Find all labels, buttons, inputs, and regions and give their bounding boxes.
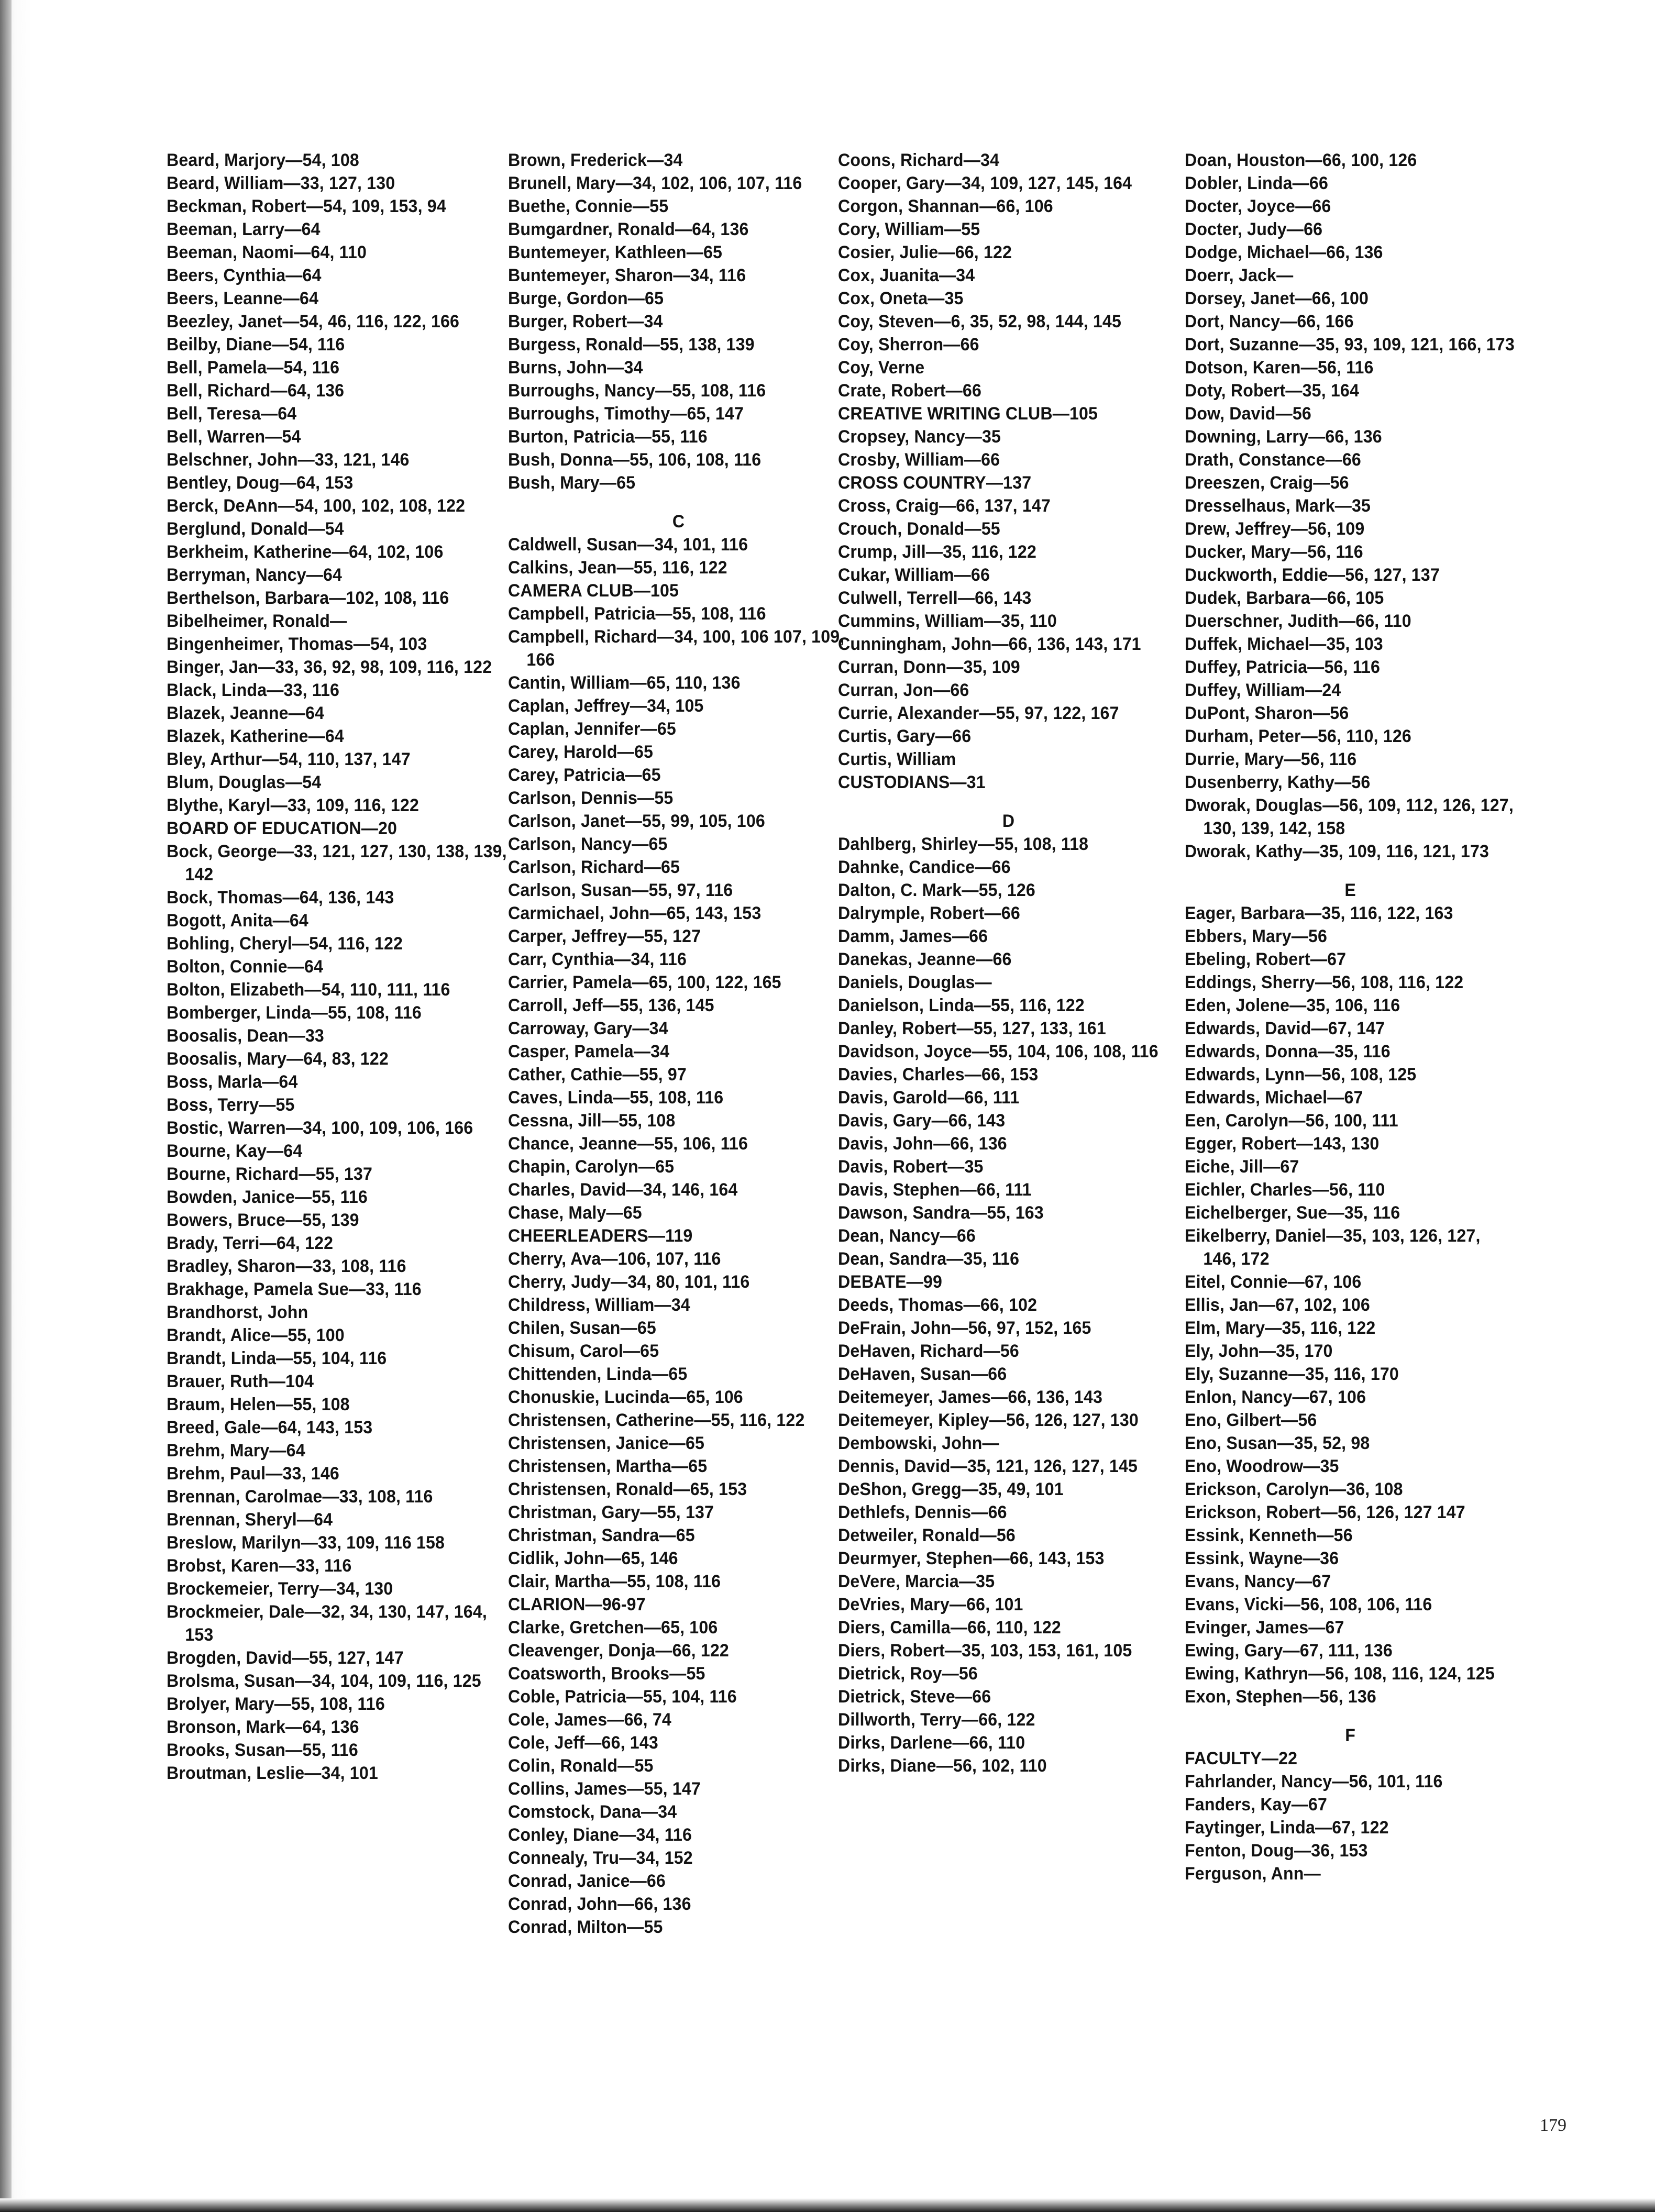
- index-entry: Currie, Alexander—55, 97, 122, 167: [838, 703, 1119, 723]
- index-entry: Detweiler, Ronald—56: [838, 1525, 1016, 1545]
- index-entry: Caplan, Jennifer—65: [508, 719, 676, 739]
- index-entry: Ebbers, Mary—56: [1185, 926, 1328, 946]
- index-entry: Burns, John—34: [508, 358, 643, 378]
- index-entry: Curran, Jon—66: [838, 680, 969, 700]
- index-entry: Eichler, Charles—56, 110: [1185, 1180, 1385, 1200]
- index-entry: Bock, Thomas—64, 136, 143: [167, 888, 394, 908]
- index-entry: Cosier, Julie—66, 122: [838, 242, 1012, 262]
- index-entry: Bell, Warren—54: [167, 427, 301, 447]
- index-entry: Berck, DeAnn—54, 100, 102, 108, 122: [167, 496, 466, 516]
- index-entry: Dillworth, Terry—66, 122: [838, 1710, 1035, 1730]
- index-entry: Bowers, Bruce—55, 139: [167, 1210, 359, 1230]
- index-entry: Bronson, Mark—64, 136: [167, 1717, 359, 1737]
- index-column-1: [167, 149, 507, 1785]
- index-entry: Conrad, John—66, 136: [508, 1894, 691, 1914]
- index-entry: CROSS COUNTRY—137: [838, 473, 1032, 493]
- index-entry: Dirks, Diane—56, 102, 110: [838, 1756, 1047, 1776]
- index-entry: Cox, Oneta—35: [838, 289, 964, 308]
- index-entry: Een, Carolyn—56, 100, 111: [1185, 1111, 1398, 1131]
- index-entry: Berkheim, Katherine—64, 102, 106: [167, 542, 444, 562]
- index-entry: Beeman, Larry—64: [167, 219, 321, 239]
- index-entry: Bush, Donna—55, 106, 108, 116: [508, 450, 762, 470]
- index-entry: Dean, Sandra—35, 116: [838, 1249, 1020, 1269]
- index-entry: Eden, Jolene—35, 106, 116: [1185, 996, 1400, 1015]
- index-entry: Burgess, Ronald—55, 138, 139: [508, 335, 755, 355]
- index-entry: Christensen, Martha—65: [508, 1456, 708, 1476]
- index-entry: Brauer, Ruth—104: [167, 1372, 314, 1391]
- index-entry: Christman, Sandra—65: [508, 1525, 695, 1545]
- index-entry: Evans, Vicki—56, 108, 106, 116: [1185, 1595, 1432, 1614]
- index-entry: Downing, Larry—66, 136: [1185, 427, 1382, 447]
- index-entry: Ellis, Jan—67, 102, 106: [1185, 1295, 1370, 1315]
- index-entry: DeHaven, Susan—66: [838, 1364, 1007, 1384]
- index-entry: Crouch, Donald—55: [838, 519, 1000, 539]
- index-entry: Doty, Robert—35, 164: [1185, 381, 1359, 401]
- index-entry: Cantin, William—65, 110, 136: [508, 673, 741, 693]
- index-entry: Dietrick, Roy—56: [838, 1664, 978, 1684]
- index-entry: Erickson, Robert—56, 126, 127 147: [1185, 1502, 1465, 1522]
- index-entry: Brennan, Carolmae—33, 108, 116: [167, 1487, 433, 1507]
- index-entry: Eddings, Sherry—56, 108, 116, 122: [1185, 972, 1464, 992]
- index-entry: Exon, Stephen—56, 136: [1185, 1687, 1376, 1707]
- index-entry: Eichelberger, Sue—35, 116: [1185, 1203, 1400, 1223]
- index-entry: Davis, Gary—66, 143: [838, 1111, 1006, 1131]
- index-entry: Duffey, William—24: [1185, 680, 1341, 700]
- index-entry: Binger, Jan—33, 36, 92, 98, 109, 116, 122: [167, 657, 492, 677]
- index-entry: Brolsma, Susan—34, 104, 109, 116, 125: [167, 1671, 481, 1691]
- index-entry: Fahrlander, Nancy—56, 101, 116: [1185, 1772, 1443, 1791]
- index-entry: Beilby, Diane—54, 116: [167, 335, 345, 355]
- index-column-2: [508, 149, 849, 1939]
- index-entry: Cummins, William—35, 110: [838, 611, 1057, 631]
- index-entry: Beeman, Naomi—64, 110: [167, 242, 367, 262]
- index-entry: Conley, Diane—34, 116: [508, 1825, 692, 1845]
- index-entry: Bentley, Doug—64, 153: [167, 473, 354, 493]
- index-entry: Braum, Helen—55, 108: [167, 1395, 350, 1414]
- index-section-letter: E: [1344, 880, 1356, 900]
- index-entry: Dudek, Barbara—66, 105: [1185, 588, 1384, 608]
- index-entry: Docter, Judy—66: [1185, 219, 1323, 239]
- index-entry: Chase, Maly—65: [508, 1203, 642, 1223]
- index-entry: Essink, Wayne—36: [1185, 1549, 1339, 1568]
- index-entry: Bradley, Sharon—33, 108, 116: [167, 1256, 406, 1276]
- index-entry: Burger, Robert—34: [508, 312, 663, 331]
- index-entry: Enlon, Nancy—67, 106: [1185, 1387, 1366, 1407]
- index-entry: Bohling, Cheryl—54, 116, 122: [167, 934, 403, 954]
- index-entry: Bolton, Elizabeth—54, 110, 111, 116: [167, 980, 450, 1000]
- index-entry: Breslow, Marilyn—33, 109, 116 158: [167, 1533, 445, 1553]
- index-entry: Ewing, Gary—67, 111, 136: [1185, 1641, 1393, 1661]
- index-entry: Erickson, Carolyn—36, 108: [1185, 1479, 1403, 1499]
- index-entry: Bowden, Janice—55, 116: [167, 1187, 368, 1207]
- index-column-3: [838, 149, 1179, 1777]
- index-entry: Eno, Susan—35, 52, 98: [1185, 1433, 1370, 1453]
- index-entry: Davis, Stephen—66, 111: [838, 1180, 1032, 1200]
- index-entry: Cessna, Jill—55, 108: [508, 1111, 676, 1131]
- index-entry: Buethe, Connie—55: [508, 196, 669, 216]
- index-entry: Brolyer, Mary—55, 108, 116: [167, 1694, 385, 1714]
- index-entry: Coy, Sherron—66: [838, 335, 979, 355]
- index-entry: Eno, Gilbert—56: [1185, 1410, 1317, 1430]
- index-entry: Bolton, Connie—64: [167, 957, 324, 977]
- index-entry: DEBATE—99: [838, 1272, 942, 1292]
- index-entry: Carlson, Dennis—55: [508, 788, 674, 808]
- index-entry: Bumgardner, Ronald—64, 136: [508, 219, 749, 239]
- index-entry: Cole, James—66, 74: [508, 1710, 671, 1730]
- index-entry: Berthelson, Barbara—102, 108, 116: [167, 588, 449, 608]
- index-entry: Bush, Mary—65: [508, 473, 636, 493]
- index-entry: Chapin, Carolyn—65: [508, 1157, 675, 1177]
- index-entry: Beers, Cynthia—64: [167, 266, 322, 285]
- index-entry: Corgon, Shannan—66, 106: [838, 196, 1053, 216]
- index-entry: Carroway, Gary—34: [508, 1019, 668, 1038]
- index-entry: Brockemeier, Terry—34, 130: [167, 1579, 393, 1599]
- index-entry: Cleavenger, Donja—66, 122: [508, 1641, 729, 1661]
- index-entry: Cherry, Judy—34, 80, 101, 116: [508, 1272, 750, 1292]
- index-entry: Blythe, Karyl—33, 109, 116, 122: [167, 795, 420, 815]
- index-entry: Conrad, Milton—55: [508, 1917, 663, 1937]
- index-entry: Carey, Patricia—65: [508, 765, 661, 785]
- index-entry: Ebeling, Robert—67: [1185, 949, 1347, 969]
- index-entry: Coble, Patricia—55, 104, 116: [508, 1687, 737, 1707]
- index-entry: Ely, Suzanne—35, 116, 170: [1185, 1364, 1399, 1384]
- index-entry: Buntemeyer, Kathleen—65: [508, 242, 723, 262]
- index-entry: Curran, Donn—35, 109: [838, 657, 1020, 677]
- index-entry: Eitel, Connie—67, 106: [1185, 1272, 1362, 1292]
- index-entry: Bomberger, Linda—55, 108, 116: [167, 1003, 422, 1023]
- index-entry: Damm, James—66: [838, 926, 988, 946]
- index-entry: Dotson, Karen—56, 116: [1185, 358, 1374, 378]
- index-entry: DeFrain, John—56, 97, 152, 165: [838, 1318, 1091, 1338]
- index-entry: Bley, Arthur—54, 110, 137, 147: [167, 749, 411, 769]
- index-entry: Doan, Houston—66, 100, 126: [1185, 150, 1417, 170]
- index-entry: Durrie, Mary—56, 116: [1185, 749, 1357, 769]
- index-entry: Dethlefs, Dennis—66: [838, 1502, 1007, 1522]
- index-entry: Dalton, C. Mark—55, 126: [838, 880, 1035, 900]
- index-entry: DeVere, Marcia—35: [838, 1572, 995, 1591]
- index-entry: Cather, Cathie—55, 97: [508, 1065, 687, 1085]
- index-entry: Deitemeyer, Kipley—56, 126, 127, 130: [838, 1410, 1139, 1430]
- index-entry: Campbell, Patricia—55, 108, 116: [508, 604, 766, 624]
- index-entry: Carlson, Nancy—65: [508, 834, 668, 854]
- index-entry: Caves, Linda—55, 108, 116: [508, 1088, 724, 1108]
- index-entry: Brandt, Linda—55, 104, 116: [167, 1348, 387, 1368]
- index-entry: Calkins, Jean—55, 116, 122: [508, 558, 727, 578]
- index-entry: Danielson, Linda—55, 116, 122: [838, 996, 1085, 1015]
- index-entry: Ely, John—35, 170: [1185, 1341, 1333, 1361]
- index-entry: Dobler, Linda—66: [1185, 173, 1328, 193]
- index-entry: Doerr, Jack—: [1185, 266, 1294, 285]
- index-entry: Faytinger, Linda—67, 122: [1185, 1818, 1389, 1838]
- index-entry: Brooks, Susan—55, 116: [167, 1740, 358, 1760]
- index-entry: Beard, Marjory—54, 108: [167, 150, 359, 170]
- index-entry: Coons, Richard—34: [838, 150, 1000, 170]
- index-entry: Cole, Jeff—66, 143: [508, 1733, 658, 1753]
- index-entry: Campbell, Richard—34, 100, 106 107, 109, 166: [508, 627, 845, 670]
- index-entry: Eno, Woodrow—35: [1185, 1456, 1339, 1476]
- index-entry: Cunningham, John—66, 136, 143, 171: [838, 634, 1141, 654]
- index-entry: Burge, Gordon—65: [508, 289, 664, 308]
- index-entry: Dworak, Douglas—56, 109, 112, 126, 127, 130, 139, 142, 158: [1185, 795, 1514, 838]
- index-entry: Dennis, David—35, 121, 126, 127, 145: [838, 1456, 1138, 1476]
- index-entry: Dusenberry, Kathy—56: [1185, 772, 1371, 792]
- index-entry: Burton, Patricia—55, 116: [508, 427, 708, 447]
- index-section-letter: C: [672, 512, 685, 532]
- index-entry: DuPont, Sharon—56: [1185, 703, 1349, 723]
- index-entry: Caplan, Jeffrey—34, 105: [508, 696, 704, 716]
- index-entry: Ducker, Mary—56, 116: [1185, 542, 1363, 562]
- index-entry: Bogott, Anita—64: [167, 911, 308, 931]
- index-entry: Boosalis, Mary—64, 83, 122: [167, 1049, 389, 1069]
- index-entry: Bostic, Warren—34, 100, 109, 106, 166: [167, 1118, 473, 1138]
- index-entry: Brandhorst, John: [167, 1302, 308, 1322]
- index-entry: BOARD OF EDUCATION—20: [167, 819, 398, 838]
- index-entry: Dreeszen, Craig—56: [1185, 473, 1349, 493]
- index-entry: Bingenheimer, Thomas—54, 103: [167, 634, 427, 654]
- index-entry: Conrad, Janice—66: [508, 1871, 666, 1891]
- index-section-letter: D: [1002, 811, 1015, 831]
- index-entry: Dorsey, Janet—66, 100: [1185, 289, 1369, 308]
- page-number: 179: [1540, 2116, 1566, 2135]
- index-entry: Dresselhaus, Mark—35: [1185, 496, 1371, 516]
- index-entry: CREATIVE WRITING CLUB—105: [838, 404, 1098, 424]
- index-entry: Dahlberg, Shirley—55, 108, 118: [838, 834, 1089, 854]
- index-entry: Beers, Leanne—64: [167, 289, 319, 308]
- index-entry: Deurmyer, Stephen—66, 143, 153: [838, 1549, 1105, 1568]
- index-entry: Dworak, Kathy—35, 109, 116, 121, 173: [1185, 842, 1490, 861]
- index-entry: Diers, Robert—35, 103, 153, 161, 105: [838, 1641, 1132, 1661]
- index-entry: Brandt, Alice—55, 100: [167, 1325, 345, 1345]
- index-entry: Dodge, Michael—66, 136: [1185, 242, 1383, 262]
- index-entry: Edwards, Michael—67: [1185, 1088, 1363, 1108]
- index-entry: Colin, Ronald—55: [508, 1756, 654, 1776]
- index-entry: Curtis, William: [838, 749, 956, 769]
- index-entry: Boosalis, Dean—33: [167, 1026, 324, 1046]
- index-entry: Crate, Robert—66: [838, 381, 982, 401]
- index-entry: Bell, Richard—64, 136: [167, 381, 345, 401]
- index-entry: Egger, Robert—143, 130: [1185, 1134, 1380, 1154]
- index-entry: Brady, Terri—64, 122: [167, 1233, 334, 1253]
- index-entry: Brehm, Mary—64: [167, 1441, 305, 1461]
- index-entry: Brennan, Sheryl—64: [167, 1510, 333, 1530]
- index-entry: Brown, Frederick—34: [508, 150, 683, 170]
- index-entry: CUSTODIANS—31: [838, 772, 986, 792]
- page-bottom-edge: [0, 2198, 1655, 2212]
- index-entry: Danley, Robert—55, 127, 133, 161: [838, 1019, 1106, 1038]
- index-entry: Edwards, Donna—35, 116: [1185, 1042, 1391, 1061]
- index-entry: Fenton, Doug—36, 153: [1185, 1841, 1368, 1861]
- index-entry: Brobst, Karen—33, 116: [167, 1556, 352, 1576]
- index-entry: Brunell, Mary—34, 102, 106, 107, 116: [508, 173, 802, 193]
- index-entry: Christman, Gary—55, 137: [508, 1502, 714, 1522]
- index-entry: Collins, James—55, 147: [508, 1779, 701, 1799]
- index-entry: Elm, Mary—35, 116, 122: [1185, 1318, 1376, 1338]
- index-entry: Curtis, Gary—66: [838, 726, 972, 746]
- index-entry: Brakhage, Pamela Sue—33, 116: [167, 1279, 422, 1299]
- index-entry: Chonuskie, Lucinda—65, 106: [508, 1387, 743, 1407]
- index-entry: Coy, Verne: [838, 358, 925, 378]
- index-entry: Christensen, Catherine—55, 116, 122: [508, 1410, 805, 1430]
- index-entry: Dort, Suzanne—35, 93, 109, 121, 166, 173: [1185, 335, 1515, 355]
- index-entry: Durham, Peter—56, 110, 126: [1185, 726, 1411, 746]
- index-entry: Clair, Martha—55, 108, 116: [508, 1572, 721, 1591]
- index-entry: Blazek, Jeanne—64: [167, 703, 325, 723]
- index-entry: Dembowski, John—: [838, 1433, 999, 1453]
- index-entry: Evans, Nancy—67: [1185, 1572, 1331, 1591]
- index-entry: CAMERA CLUB—105: [508, 581, 679, 601]
- index-entry: Burroughs, Timothy—65, 147: [508, 404, 744, 424]
- index-entry: Brogden, David—55, 127, 147: [167, 1648, 404, 1668]
- index-entry: DeVries, Mary—66, 101: [838, 1595, 1023, 1614]
- index-entry: Cidlik, John—65, 146: [508, 1549, 678, 1568]
- index-entry: Brehm, Paul—33, 146: [167, 1464, 339, 1484]
- index-entry: Clarke, Gretchen—65, 106: [508, 1618, 718, 1638]
- index-entry: Diers, Camilla—66, 110, 122: [838, 1618, 1061, 1638]
- index-entry: Evinger, James—67: [1185, 1618, 1344, 1638]
- index-entry: Chisum, Carol—65: [508, 1341, 659, 1361]
- index-entry: DeHaven, Richard—56: [838, 1341, 1019, 1361]
- index-entry: Cross, Craig—66, 137, 147: [838, 496, 1051, 516]
- index-entry: Christensen, Ronald—65, 153: [508, 1479, 747, 1499]
- index-entry: Cory, William—55: [838, 219, 980, 239]
- index-entry: Berryman, Nancy—64: [167, 565, 343, 585]
- index-entry: Dirks, Darlene—66, 110: [838, 1733, 1025, 1753]
- index-entry: FACULTY—22: [1185, 1749, 1298, 1768]
- index-entry: Breed, Gale—64, 143, 153: [167, 1418, 373, 1437]
- index-entry: Bell, Teresa—64: [167, 404, 297, 424]
- index-entry: Caldwell, Susan—34, 101, 116: [508, 535, 748, 555]
- index-entry: Buntemeyer, Sharon—34, 116: [508, 266, 746, 285]
- index-entry: Drath, Constance—66: [1185, 450, 1361, 470]
- index-entry: Coy, Steven—6, 35, 52, 98, 144, 145: [838, 312, 1121, 331]
- index-entry: Duffey, Patricia—56, 116: [1185, 657, 1381, 677]
- index-entry: Carrier, Pamela—65, 100, 122, 165: [508, 972, 781, 992]
- index-entry: Dean, Nancy—66: [838, 1226, 976, 1246]
- index-entry: Chittenden, Linda—65: [508, 1364, 688, 1384]
- index-entry: Deitemeyer, James—66, 136, 143: [838, 1387, 1103, 1407]
- index-entry: Duffek, Michael—35, 103: [1185, 634, 1383, 654]
- index-entry: Connealy, Tru—34, 152: [508, 1848, 693, 1868]
- index-entry: Bell, Pamela—54, 116: [167, 358, 340, 378]
- index-entry: Carper, Jeffrey—55, 127: [508, 926, 701, 946]
- index-entry: Dalrymple, Robert—66: [838, 903, 1020, 923]
- index-entry: Duckworth, Eddie—56, 127, 137: [1185, 565, 1440, 585]
- index-entry: Ewing, Kathryn—56, 108, 116, 124, 125: [1185, 1664, 1495, 1684]
- index-entry: Carlson, Susan—55, 97, 116: [508, 880, 733, 900]
- index-entry: Davidson, Joyce—55, 104, 106, 108, 116: [838, 1042, 1158, 1061]
- index-entry: Danekas, Jeanne—66: [838, 949, 1012, 969]
- index-entry: Belschner, John—33, 121, 146: [167, 450, 410, 470]
- index-entry: Black, Linda—33, 116: [167, 680, 340, 700]
- index-entry: Chilen, Susan—65: [508, 1318, 656, 1338]
- index-entry: Bibelheimer, Ronald—: [167, 611, 347, 631]
- index-entry: DeShon, Gregg—35, 49, 101: [838, 1479, 1064, 1499]
- index-entry: Brockmeier, Dale—32, 34, 130, 147, 164, 153: [167, 1602, 487, 1645]
- index-entry: Beard, William—33, 127, 130: [167, 173, 395, 193]
- index-entry: Carroll, Jeff—55, 136, 145: [508, 996, 714, 1015]
- index-entry: Eager, Barbara—35, 116, 122, 163: [1185, 903, 1453, 923]
- index-entry: Burroughs, Nancy—55, 108, 116: [508, 381, 766, 401]
- index-entry: Cooper, Gary—34, 109, 127, 145, 164: [838, 173, 1132, 193]
- index-section-letter: F: [1345, 1726, 1356, 1745]
- index-entry: Cherry, Ava—106, 107, 116: [508, 1249, 721, 1269]
- index-entry: Chance, Jeanne—55, 106, 116: [508, 1134, 748, 1154]
- index-entry: Edwards, David—67, 147: [1185, 1019, 1385, 1038]
- index-entry: Broutman, Leslie—34, 101: [167, 1763, 378, 1783]
- index-entry: Carlson, Janet—55, 99, 105, 106: [508, 811, 765, 831]
- index-entry: Carr, Cynthia—34, 116: [508, 949, 687, 969]
- index-entry: Coatsworth, Brooks—55: [508, 1664, 705, 1684]
- index-entry: Charles, David—34, 146, 164: [508, 1180, 738, 1200]
- index-entry: Dow, David—56: [1185, 404, 1311, 424]
- index-entry: Davis, John—66, 136: [838, 1134, 1007, 1154]
- index-entry: Casper, Pamela—34: [508, 1042, 670, 1061]
- index-entry: Dawson, Sandra—55, 163: [838, 1203, 1044, 1223]
- index-entry: Carmichael, John—65, 143, 153: [508, 903, 762, 923]
- index-entry: Carey, Harold—65: [508, 742, 654, 762]
- index-entry: Dort, Nancy—66, 166: [1185, 312, 1354, 331]
- index-entry: Crosby, William—66: [838, 450, 1000, 470]
- index-entry: Boss, Terry—55: [167, 1095, 295, 1115]
- index-entry: Duerschner, Judith—66, 110: [1185, 611, 1411, 631]
- index-entry: CLARION—96-97: [508, 1595, 646, 1614]
- index-entry: Davis, Robert—35: [838, 1157, 984, 1177]
- index-entry: Dietrick, Steve—66: [838, 1687, 991, 1707]
- index-entry: Davies, Charles—66, 153: [838, 1065, 1039, 1085]
- index-entry: Deeds, Thomas—66, 102: [838, 1295, 1038, 1315]
- index-entry: Beckman, Robert—54, 109, 153, 94: [167, 196, 446, 216]
- index-entry: Blazek, Katherine—64: [167, 726, 344, 746]
- index-entry: Eikelberry, Daniel—35, 103, 126, 127, 146, 172: [1185, 1226, 1481, 1269]
- index-column-4: [1185, 149, 1516, 1885]
- index-entry: Cukar, William—66: [838, 565, 990, 585]
- index-entry: Essink, Kenneth—56: [1185, 1525, 1353, 1545]
- index-entry: Docter, Joyce—66: [1185, 196, 1331, 216]
- index-entry: Davis, Garold—66, 111: [838, 1088, 1020, 1108]
- index-entry: Beezley, Janet—54, 46, 116, 122, 166: [167, 312, 460, 331]
- index-entry: Bourne, Richard—55, 137: [167, 1164, 372, 1184]
- index-entry: Comstock, Dana—34: [508, 1802, 677, 1822]
- index-entry: Crump, Jill—35, 116, 122: [838, 542, 1036, 562]
- index-entry: Bourne, Kay—64: [167, 1141, 303, 1161]
- index-entry: Fanders, Kay—67: [1185, 1795, 1328, 1815]
- index-entry: Culwell, Terrell—66, 143: [838, 588, 1032, 608]
- index-entry: Drew, Jeffrey—56, 109: [1185, 519, 1365, 539]
- index-entry: Carlson, Richard—65: [508, 857, 680, 877]
- index-entry: Boss, Marla—64: [167, 1072, 298, 1092]
- index-entry: Cropsey, Nancy—35: [838, 427, 1001, 447]
- index-entry: Blum, Douglas—54: [167, 772, 322, 792]
- index-entry: Edwards, Lynn—56, 108, 125: [1185, 1065, 1417, 1085]
- index-entry: Cox, Juanita—34: [838, 266, 975, 285]
- index-entry: CHEERLEADERS—119: [508, 1226, 693, 1246]
- book-binding-edge: [0, 0, 12, 2212]
- index-entry: Ferguson, Ann—: [1185, 1864, 1321, 1884]
- index-entry: Daniels, Douglas—: [838, 972, 992, 992]
- index-entry: Childress, William—34: [508, 1295, 690, 1315]
- index-entry: Bock, George—33, 121, 127, 130, 138, 139, 142: [167, 842, 507, 884]
- index-entry: Dahnke, Candice—66: [838, 857, 1011, 877]
- index-entry: Eiche, Jill—67: [1185, 1157, 1299, 1177]
- index-entry: Christensen, Janice—65: [508, 1433, 705, 1453]
- index-entry: Berglund, Donald—54: [167, 519, 344, 539]
